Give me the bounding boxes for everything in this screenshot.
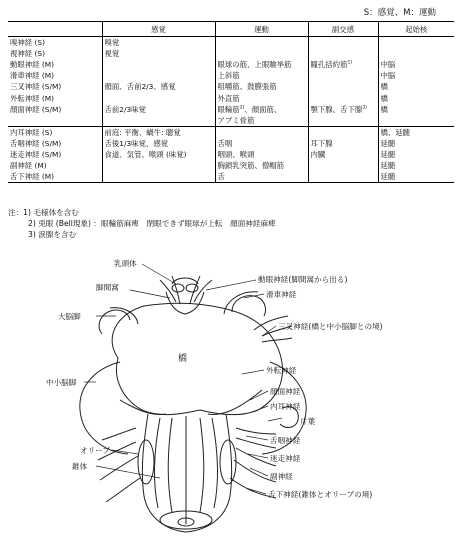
nerve-name: 舌咽神経 (S/M) — [10, 138, 62, 148]
sensory-cell — [102, 70, 215, 81]
pons-outline — [112, 303, 282, 414]
motor-cell — [215, 104, 308, 115]
sensory-cell: 嗅覚 — [102, 37, 215, 49]
nerve-name: 副神経 (M) — [10, 161, 47, 171]
origin-cell: 延髄 — [378, 138, 454, 149]
para-cell — [308, 59, 378, 70]
label-pyramid: 錐体 — [72, 462, 88, 471]
footnote-mark: 3) — [362, 105, 367, 111]
nerve-name: 舌下神経 (M) — [8, 171, 102, 183]
right-cerebral-peduncle — [232, 296, 266, 316]
para-cell — [308, 37, 378, 49]
para-cell — [308, 126, 378, 138]
table-row — [8, 160, 454, 171]
table-legend: S：感覚、M：運動 — [363, 8, 436, 18]
para-cell: 耳下腺 — [308, 138, 378, 149]
nerve-name: 三叉神経 (S/M) — [10, 82, 62, 92]
table-row — [8, 126, 454, 138]
para-cell: 内臓 — [308, 149, 378, 160]
label-mammillary-body: 乳頭体 — [114, 259, 137, 268]
nerve-name: 視神経 (S) — [10, 49, 45, 59]
origin-cell — [378, 37, 454, 49]
nerve-name: 滑車神経 (M) — [10, 71, 55, 81]
header-motor: 運動 — [215, 22, 308, 37]
sensory-cell — [102, 171, 215, 183]
sensory-cell — [102, 115, 215, 127]
label-olive: オリーブ — [80, 446, 110, 455]
label-flocculus: 片葉 — [300, 417, 316, 426]
footnote-3: 3) 涙腺を含む — [28, 230, 77, 239]
footnote-2: 2) 兎眼 (Bell現象) ：眼輪筋麻痺 閉眼できず眼球が上転 顔面神経麻痺 — [28, 219, 276, 228]
nerve-name: 迷走神経 (S/M) — [10, 149, 62, 159]
origin-cell: 橋 — [378, 81, 454, 92]
sensory-cell: 舌後1/3味覚、感覚 — [102, 138, 215, 149]
origin-cell: 延髄 — [378, 171, 454, 183]
label-abducens-nerve: 外転神経 — [266, 366, 297, 375]
para-cell — [308, 70, 378, 81]
label-middle-cerebellar-peduncle: 中小脳脚 — [46, 378, 77, 387]
para-cell — [308, 171, 378, 183]
table-row — [8, 138, 454, 149]
table-row — [8, 81, 454, 92]
motor-text: 眼輪筋 — [217, 104, 240, 114]
motor-cell — [215, 37, 308, 49]
origin-cell: 延髄 — [378, 160, 454, 171]
motor-cell: 外直筋 — [215, 92, 308, 103]
sensory-cell — [102, 92, 215, 103]
olive-left — [138, 440, 154, 484]
label-pons: 橋 — [178, 354, 188, 364]
table-row — [8, 59, 454, 70]
origin-cell: 中脳 — [378, 70, 454, 81]
label-facial-nerve: 顔面神経 — [270, 387, 301, 396]
table-row — [8, 48, 454, 59]
origin-cell: 橋、延髄 — [378, 126, 454, 138]
label-cerebral-peduncle: 大脳脚 — [58, 312, 81, 321]
table-row — [8, 70, 454, 81]
motor-cell: 咽頭、喉頭 — [215, 149, 308, 160]
table-row — [8, 92, 454, 103]
label-interpeduncular-fossa: 脚間窩 — [96, 283, 119, 292]
pyramid-left — [168, 418, 172, 512]
origin-cell: 延髄 — [378, 149, 454, 160]
motor-cell: アブミ骨筋 — [215, 115, 308, 127]
header-nerve — [8, 22, 102, 37]
origin-cell: 橋 — [378, 104, 454, 115]
label-trochlear-nerve: 滑車神経 — [266, 290, 297, 299]
brainstem-figure — [0, 250, 460, 552]
nerve-name — [8, 115, 102, 127]
para-text: 瞳孔括約筋 — [310, 60, 348, 70]
motor-cell: 眼球の筋、上眼瞼挙筋 — [215, 59, 308, 70]
sensory-cell — [102, 59, 215, 70]
table-row — [8, 37, 454, 49]
table-row — [8, 115, 454, 127]
header-parasympathetic: 副交感 — [308, 22, 378, 37]
medulla-outline — [142, 414, 231, 532]
motor-cell: 舌 — [215, 171, 308, 183]
table-header-row — [8, 22, 454, 37]
origin-cell: 中脳 — [378, 59, 454, 70]
pyramid-right — [200, 418, 204, 512]
middle-cerebellar-peduncle-left — [80, 362, 128, 454]
footnote-1: 注：1) 毛様体を含む — [8, 208, 79, 217]
left-cerebral-peduncle — [99, 310, 130, 334]
para-text: 顎下腺、舌下腺 — [310, 104, 363, 114]
nerve-name: 外転神経 (M) — [10, 93, 55, 103]
label-glossopharyngeal-nerve: 舌咽神経 — [270, 436, 301, 445]
footnote-mark: 2) — [239, 105, 245, 111]
label-oculomotor-nerve: 動眼神経(脚間窩から出る) — [258, 275, 348, 284]
origin-cell: 橋 — [378, 92, 454, 103]
table-row — [8, 149, 454, 160]
sensory-cell: 舌前2/3味覚 — [102, 104, 215, 115]
label-vagus-nerve: 迷走神経 — [270, 454, 301, 463]
footnotes — [8, 207, 276, 240]
nerve-name: 動眼神経 (M) — [10, 60, 55, 70]
sensory-cell: 食道、気管、喉頭 (味覚) — [102, 149, 215, 160]
para-cell — [308, 48, 378, 59]
label-trigeminal-nerve: 三叉神経(橋と中小脳脚との境) — [278, 322, 383, 331]
footnote-mark: 1) — [347, 60, 353, 66]
label-accessory-nerve: 副神経 — [270, 472, 293, 481]
motor-cell: 咀嚼筋、鼓膜張筋 — [215, 81, 308, 92]
cranial-nerve-table — [8, 21, 454, 183]
motor-cell — [215, 126, 308, 138]
nerve-name: 内耳神経 (S) — [8, 126, 102, 138]
motor-cell: 上斜筋 — [215, 70, 308, 81]
nerve-name: 顔面神経 (S/M) — [10, 104, 62, 114]
nerve-name: 嗅神経 (S) — [10, 38, 45, 48]
motor-cell: 胸鎖乳突筋、僧帽筋 — [215, 160, 308, 171]
para-cell — [308, 92, 378, 103]
para-cell — [308, 115, 378, 127]
para-cell — [308, 81, 378, 92]
sensory-cell: 前庭: 平衡、蝸牛: 聴覚 — [102, 126, 215, 138]
label-hypoglossal-nerve: 舌下神経(錐体とオリーブの境) — [268, 490, 373, 499]
para-cell — [308, 104, 378, 115]
table-row — [8, 171, 454, 183]
olive-right — [220, 440, 236, 484]
motor-text-rest: 、顔面筋、 — [244, 104, 282, 114]
motor-cell: 舌咽 — [215, 138, 308, 149]
motor-cell — [215, 48, 308, 59]
mammillary-body-left — [172, 284, 184, 292]
sensory-cell: 視覚 — [102, 48, 215, 59]
origin-cell — [378, 48, 454, 59]
origin-cell — [378, 115, 454, 127]
label-vestibulocochlear-nerve: 内耳神経 — [270, 402, 301, 411]
sensory-cell — [102, 160, 215, 171]
header-origin: 起始核 — [378, 22, 454, 37]
table-row — [8, 104, 454, 115]
header-sensory: 感覚 — [102, 22, 215, 37]
para-cell — [308, 160, 378, 171]
sensory-cell: 顔面、舌前2/3、感覚 — [102, 81, 215, 92]
